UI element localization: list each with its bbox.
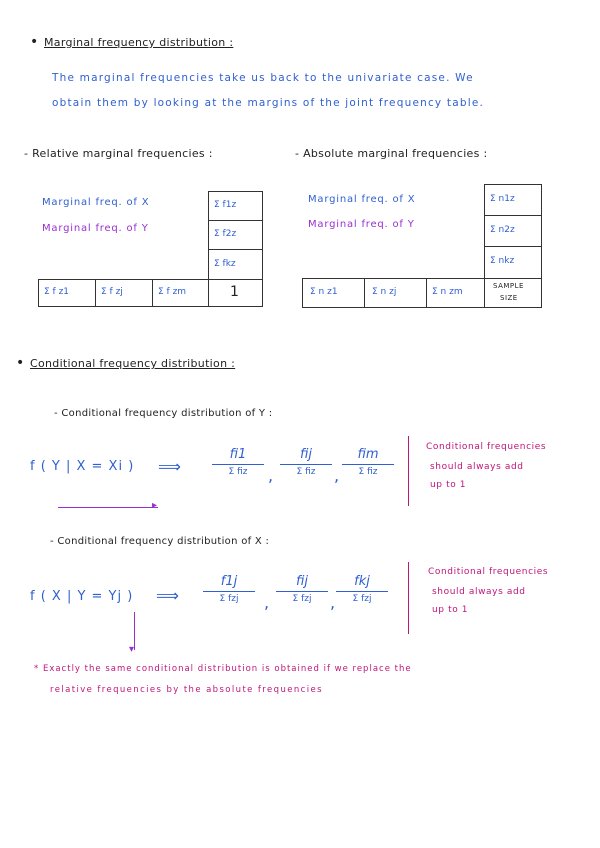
abs-marg-y: Marginal freq. of Y — [308, 219, 415, 230]
rel-row-2: Σ f zj — [101, 287, 123, 297]
bullet-2: • — [16, 355, 25, 371]
abs-row-2: Σ n zj — [372, 287, 397, 297]
heading-relative: - Relative marginal frequencies : — [24, 147, 213, 160]
comma-1: , — [268, 466, 274, 485]
intro-line-1: The marginal frequencies take us back to the univariate case. We — [52, 72, 474, 84]
rel-col-3: Σ fkz — [214, 259, 236, 269]
abs-corner-2: SIZE — [500, 294, 518, 302]
note2-line2: should always add — [432, 587, 526, 597]
abs-row-3: Σ n zm — [432, 287, 463, 297]
rel-row-3: Σ f zm — [158, 287, 187, 297]
arrow-right — [58, 507, 158, 508]
comma-4: , — [330, 593, 336, 612]
cond-y-frac-1: fi1 Σ fiz — [212, 447, 264, 477]
footnote-line1: * Exactly the same conditional distribution is obtained if we replace the — [34, 664, 412, 674]
note1-line2: should always add — [430, 462, 524, 472]
abs-col-2: Σ n2z — [490, 225, 515, 235]
note1-line3: up to 1 — [430, 480, 467, 490]
comma-2: , — [334, 466, 340, 485]
rel-marg-y: Marginal freq. of Y — [42, 223, 149, 234]
section-title-conditional: Conditional frequency distribution : — [30, 357, 236, 370]
lhs-cond-y: f ( Y | X = Xi ) — [30, 459, 135, 474]
rel-col-1: Σ f1z — [214, 200, 237, 210]
brace-1 — [408, 436, 409, 506]
abs-corner-1: SAMPLE — [493, 282, 524, 290]
arrow-right-head: ▸ — [152, 500, 158, 511]
abs-col-1: Σ n1z — [490, 194, 515, 204]
note1-line1: Conditional frequencies — [426, 442, 547, 452]
cond-x-frac-2: fij Σ fzj — [276, 574, 328, 604]
arrow-implies-2: ⟹ — [156, 586, 179, 605]
cond-y-frac-2: fij Σ fiz — [280, 447, 332, 477]
footnote-line2: relative frequencies by the absolute frequencies — [50, 685, 323, 695]
note2-line1: Conditional frequencies — [428, 567, 549, 577]
intro-line-2: obtain them by looking at the margins of the joint frequency table. — [52, 97, 485, 109]
cond-x-frac-1: f1j Σ fzj — [203, 574, 255, 604]
cond-x-frac-3: fkj Σ fzj — [336, 574, 388, 604]
heading-absolute: - Absolute marginal frequencies : — [295, 147, 488, 160]
note2-line3: up to 1 — [432, 605, 469, 615]
rel-row-1: Σ f z1 — [44, 287, 70, 297]
sub-heading-y: - Conditional frequency distribution of Y : — [54, 408, 273, 419]
arrow-implies-1: ⟹ — [158, 457, 181, 476]
comma-3: , — [264, 593, 270, 612]
abs-col-3: Σ nkz — [490, 256, 515, 266]
lhs-cond-x: f ( X | Y = Yj ) — [30, 589, 134, 604]
brace-2 — [408, 562, 409, 634]
rel-corner: 1 — [230, 284, 239, 300]
abs-marg-x: Marginal freq. of X — [308, 194, 416, 205]
bullet-1: • — [30, 34, 39, 50]
sub-heading-x: - Conditional frequency distribution of X : — [50, 536, 270, 547]
abs-row-1: Σ n z1 — [310, 287, 338, 297]
arrow-down — [134, 612, 135, 650]
cond-y-frac-3: fim Σ fiz — [342, 447, 394, 477]
section-title-marginal: Marginal frequency distribution : — [44, 36, 234, 49]
rel-marg-x: Marginal freq. of X — [42, 197, 150, 208]
arrow-down-head: ▾ — [129, 644, 135, 655]
rel-col-2: Σ f2z — [214, 229, 237, 239]
